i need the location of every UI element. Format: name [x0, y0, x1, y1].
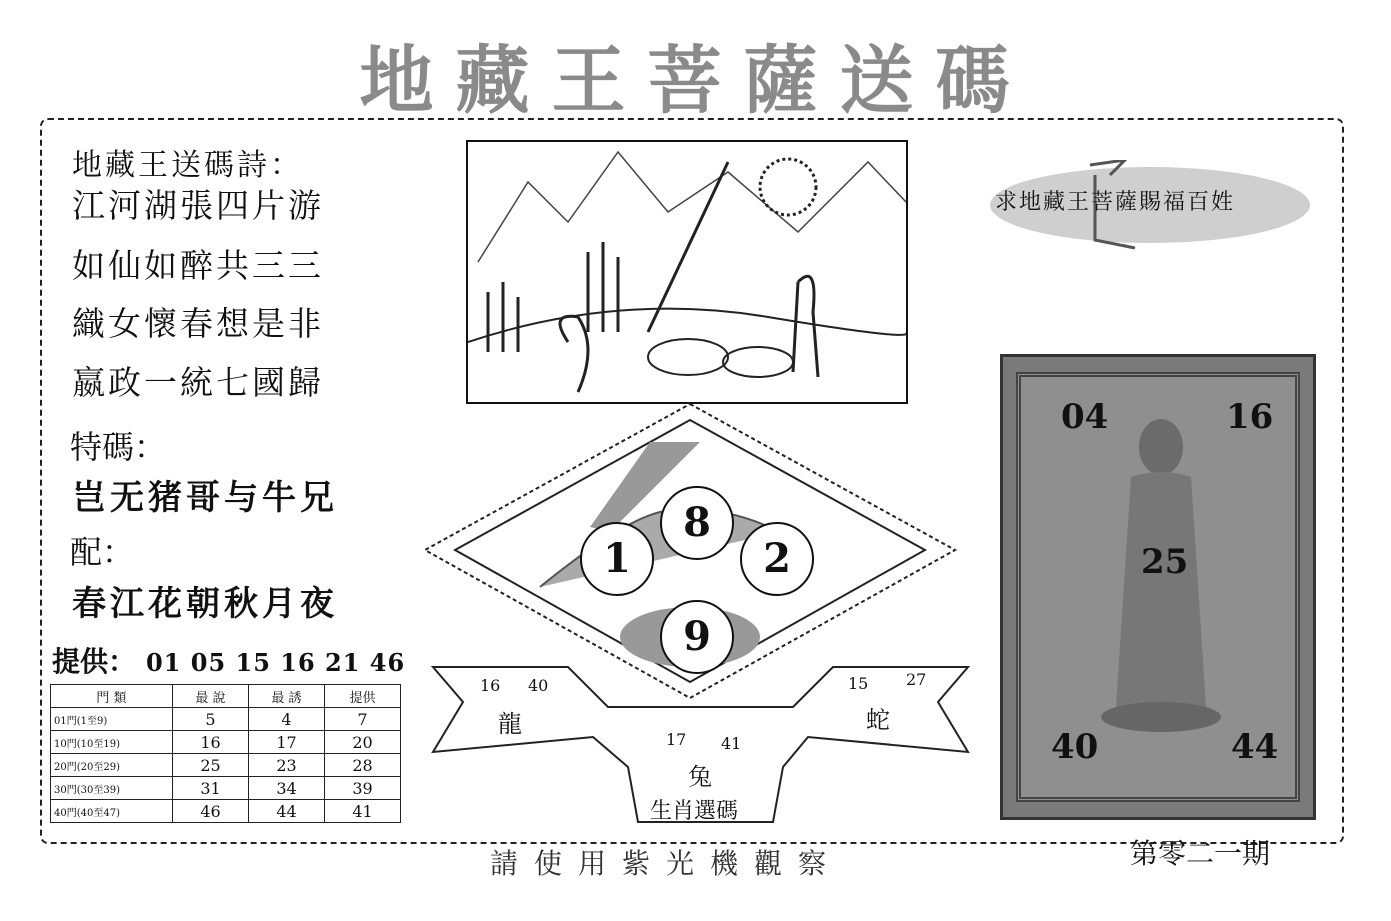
portrait-number-tr: 16	[1226, 397, 1274, 437]
table-cell: 23	[249, 754, 325, 777]
special-label: 特碼：	[70, 428, 167, 466]
rabbit-number-1: 17	[666, 730, 687, 749]
table-cell: 10門(10至19)	[51, 731, 173, 754]
table-cell: 01門(1至9)	[51, 708, 173, 731]
table-cell: 28	[325, 754, 401, 777]
table-header-row	[51, 685, 401, 708]
table-cell: 4	[249, 708, 325, 731]
ball-bottom: 9	[660, 600, 734, 674]
table-cell: 30門(30至39)	[51, 777, 173, 800]
portrait-number-center: 25	[1141, 542, 1189, 582]
table-cell: 25	[173, 754, 249, 777]
table-cell: 16	[173, 731, 249, 754]
table-cell: 39	[325, 777, 401, 800]
table-cell: 44	[249, 800, 325, 823]
stat-table	[50, 684, 401, 823]
special-text: 岂无猪哥与牛兄	[72, 478, 338, 518]
table-cell: 34	[249, 777, 325, 800]
table-cell: 31	[173, 777, 249, 800]
table-header: 最 誘	[249, 685, 325, 708]
table-row	[51, 754, 401, 777]
rabbit-label: 兔	[688, 763, 712, 791]
poem-line-3: 織女懷春想是非	[72, 304, 324, 343]
snake-number-1: 15	[848, 674, 869, 693]
poem-line-2: 如仙如醉共三三	[72, 246, 324, 285]
rabbit-number-2: 41	[721, 734, 742, 753]
snake-label: 蛇	[866, 706, 890, 734]
portrait-image	[1016, 372, 1300, 802]
table-cell: 7	[325, 708, 401, 731]
snake-number-2: 27	[906, 670, 927, 689]
table-cell: 41	[325, 800, 401, 823]
dragon-number-2: 40	[528, 676, 549, 695]
landscape-drawing	[468, 142, 906, 402]
dragon-number-1: 16	[480, 676, 501, 695]
table-row	[51, 777, 401, 800]
table-cell: 5	[173, 708, 249, 731]
table-cell: 40門(40至47)	[51, 800, 173, 823]
ball-left: 1	[580, 522, 654, 596]
table-row	[51, 800, 401, 823]
portrait-number-br: 44	[1231, 727, 1279, 767]
ball-right: 2	[740, 522, 814, 596]
portrait-number-bl: 40	[1051, 727, 1099, 767]
portrait-number-tl: 04	[1061, 397, 1109, 437]
table-row	[51, 731, 401, 754]
table-cell: 46	[173, 800, 249, 823]
provide-label: 提供：	[52, 645, 137, 678]
table-row	[51, 708, 401, 731]
provide-row	[52, 640, 405, 680]
poem-line-1: 江河湖張四片游	[72, 186, 324, 225]
provide-numbers: 01 05 15 16 21 46	[146, 648, 406, 677]
table-header: 最 說	[173, 685, 249, 708]
seek-blessing-text: 求地藏王菩薩賜福百姓	[995, 190, 1236, 215]
uv-hint: 請使用紫光機觀察	[490, 847, 843, 880]
pair-text: 春江花朝秋月夜	[72, 584, 338, 624]
dragon-label: 龍	[498, 710, 522, 738]
banner-caption: 生肖選碼	[650, 799, 739, 824]
poem-title: 地藏王送碼詩：	[72, 148, 303, 183]
table-header: 門 類	[51, 685, 173, 708]
zodiac-banner	[428, 662, 973, 827]
table-cell: 17	[249, 731, 325, 754]
page-title: 地藏王菩薩送碼	[359, 38, 1032, 124]
table-header: 提供	[325, 685, 401, 708]
table-cell: 20門(20至29)	[51, 754, 173, 777]
landscape-illustration	[466, 140, 908, 404]
table-cell: 20	[325, 731, 401, 754]
issue-number: 第零二一期	[1130, 837, 1271, 870]
pair-label: 配：	[70, 533, 135, 571]
diamond-panel	[420, 402, 960, 702]
poem-line-4: 嬴政一統七國歸	[72, 363, 324, 402]
ball-top: 8	[660, 486, 734, 560]
